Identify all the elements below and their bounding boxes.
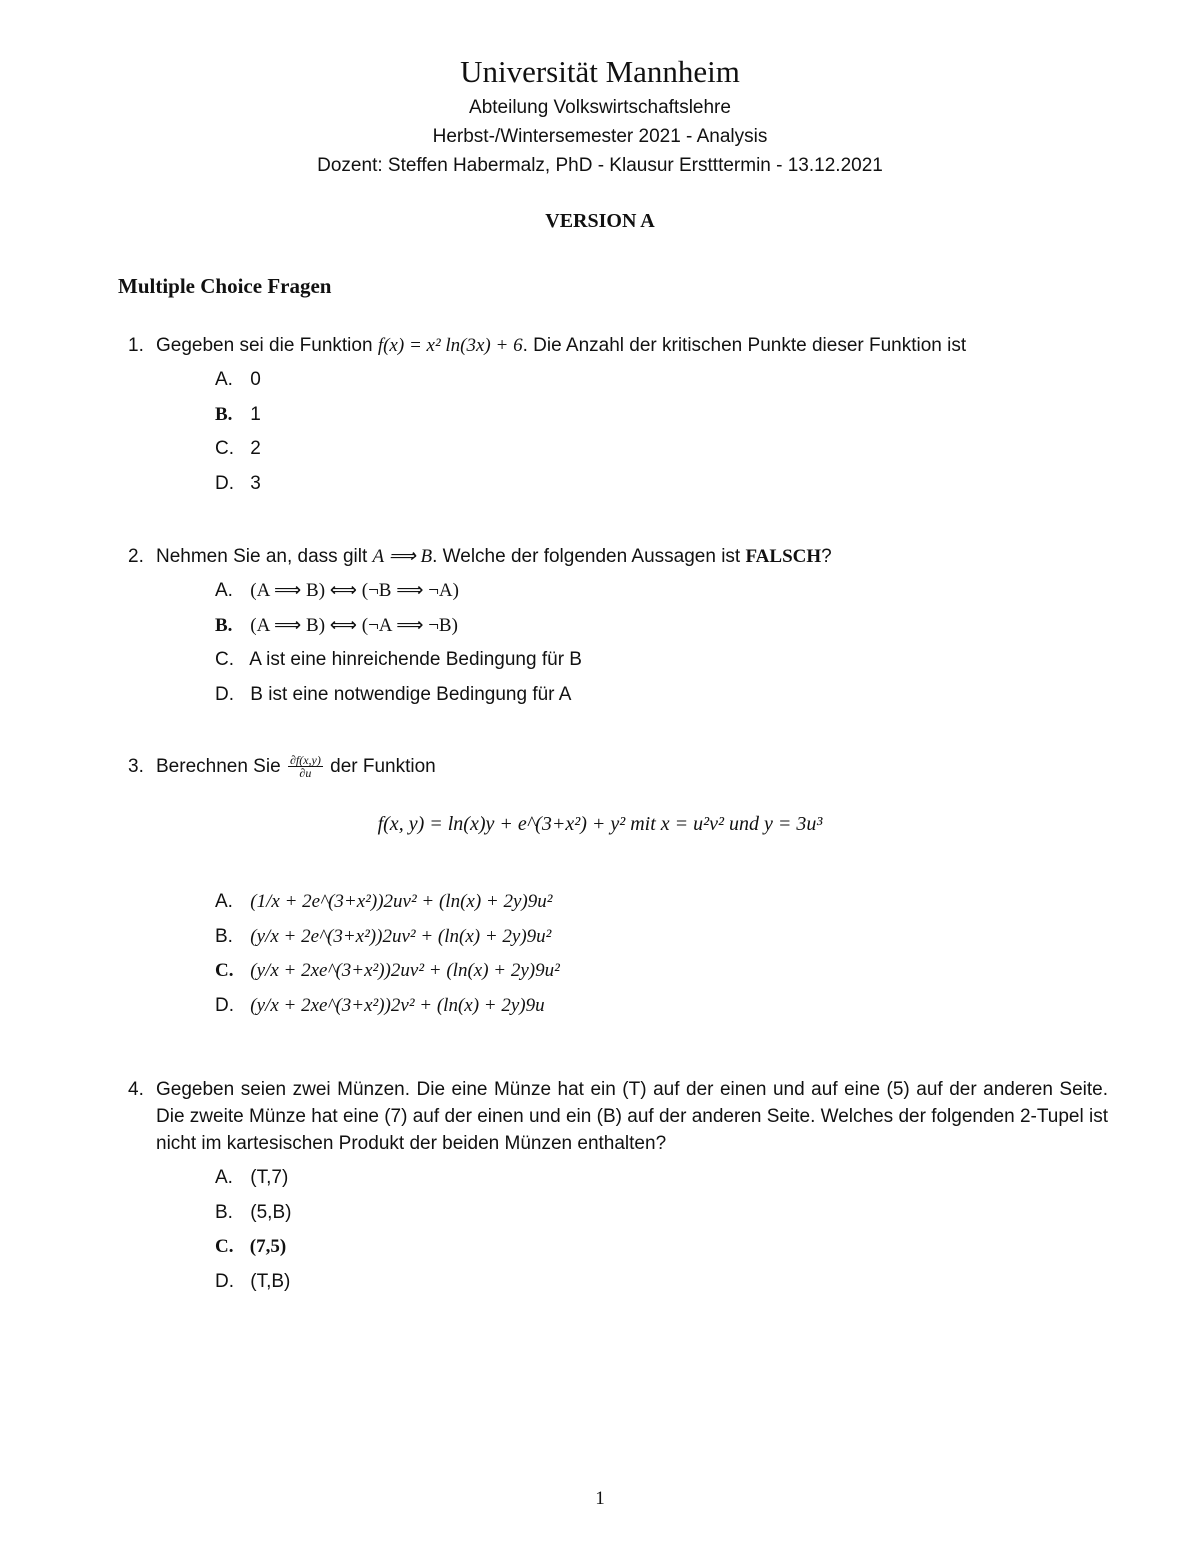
option-text: (T,7) (250, 1167, 289, 1188)
page-number: 1 (595, 1488, 605, 1509)
question-stem: Gegeben seien zwei Münzen. Die eine Münze hat ein (T) auf der einen und auf eine (5) auf der anderen Seite. Die zweite Münze hat eine (7) auf der einen und ein (B) auf der anderen Seite. Welches der folgenden 2-Tupel ist nicht im kartesischen Produkt der beiden Münzen enthalten? (156, 1079, 1108, 1154)
options-q1 (215, 366, 261, 504)
stem-math: f(x) = x² ln(3x) + 6 (377, 335, 523, 356)
question-1 (128, 332, 1108, 359)
question-2 (128, 543, 1108, 570)
question-number: 4. (128, 1079, 144, 1100)
option-d (215, 470, 261, 505)
option-text: (A ⟹ B) ⟺ (¬B ⟹ ¬A) (250, 580, 459, 601)
stem-suffix: der Funktion (330, 756, 436, 777)
stem-math: A ⟹ B (372, 546, 433, 567)
stem-mid: . Welche der folgenden Aussagen ist (432, 546, 741, 567)
section-title: Multiple Choice Fragen (118, 274, 332, 298)
question-number: 3. (128, 756, 144, 777)
option-label: B. (215, 614, 233, 636)
options-q3 (215, 888, 560, 1026)
option-text: (y/x + 2e^(3+x²))2uv² + (ln(x) + 2y)9u² (250, 925, 552, 947)
display-equation: f(x, y) = ln(x)y + e^(3+x²) + y² mit x = u²v² und y = 3u³ (377, 813, 823, 835)
stem-emphasis: FALSCH (745, 546, 822, 567)
option-text: 0 (250, 369, 261, 390)
option-text: (T,B) (250, 1270, 291, 1292)
option-a (215, 888, 560, 923)
option-d (215, 681, 582, 716)
option-text: 2 (250, 438, 261, 459)
option-d (215, 1268, 291, 1303)
option-label: A. (215, 369, 233, 390)
option-a (215, 1164, 291, 1199)
version-label: VERSION A (545, 210, 655, 232)
question-stem (156, 753, 1108, 780)
question-4 (128, 1076, 1108, 1157)
question-stem (156, 332, 1108, 359)
option-label: A. (215, 891, 233, 912)
option-b (215, 401, 261, 436)
option-c (215, 646, 582, 681)
option-c (215, 435, 261, 470)
option-a (215, 366, 261, 401)
stem-suffix: . Die Anzahl der kritischen Punkte dieser Funktion ist (522, 335, 967, 356)
option-c (215, 1233, 291, 1268)
option-label: A. (215, 1167, 233, 1188)
option-text: (y/x + 2xe^(3+x²))2v² + (ln(x) + 2y)9u (250, 994, 545, 1016)
stem-suffix: ? (821, 546, 832, 567)
option-c (215, 957, 560, 992)
fraction-denominator: ∂u (299, 766, 312, 781)
question-stem (156, 543, 1108, 570)
department-line: Abteilung Volkswirtschaftslehre (469, 97, 731, 118)
fraction-numerator: ∂f(x,y) (289, 753, 321, 768)
options-q4 (215, 1164, 291, 1302)
option-label: D. (215, 472, 234, 494)
stem-prefix: Berechnen Sie (156, 756, 281, 777)
term-line: Herbst-/Wintersemester 2021 - Analysis (432, 126, 768, 147)
document-header (0, 52, 1200, 179)
option-b (215, 612, 582, 647)
option-label: C. (215, 649, 234, 670)
option-text: 1 (250, 403, 261, 425)
option-d (215, 992, 560, 1027)
option-label: B. (215, 1201, 233, 1223)
lecturer-line: Dozent: Steffen Habermalz, PhD - Klausur Erstttermin - 13.12.2021 (317, 155, 883, 176)
option-text: (y/x + 2xe^(3+x²))2uv² + (ln(x) + 2y)9u² (250, 960, 560, 981)
option-label: C. (215, 1236, 234, 1257)
question-number: 2. (128, 546, 144, 567)
option-text: (A ⟹ B) ⟺ (¬A ⟹ ¬B) (250, 614, 458, 636)
options-q2 (215, 577, 582, 715)
option-text: (5,B) (250, 1201, 292, 1223)
option-label: D. (215, 994, 234, 1016)
stem-prefix: Gegeben sei die Funktion (156, 335, 373, 356)
partial-derivative-fraction (288, 754, 323, 779)
option-label: B. (215, 925, 233, 947)
option-b (215, 1199, 291, 1234)
option-label: A. (215, 580, 233, 601)
option-a (215, 577, 582, 612)
option-label: D. (215, 683, 234, 705)
question-3 (128, 753, 1108, 780)
option-text: (7,5) (249, 1236, 287, 1257)
question-number: 1. (128, 335, 144, 356)
option-text: B ist eine notwendige Bedingung für A (250, 683, 572, 705)
stem-prefix: Nehmen Sie an, dass gilt (156, 546, 368, 567)
option-text: (1/x + 2e^(3+x²))2uv² + (ln(x) + 2y)9u² (250, 891, 553, 912)
option-text: A ist eine hinreichende Bedingung für B (249, 649, 582, 670)
option-label: C. (215, 438, 234, 459)
option-text: 3 (250, 472, 261, 494)
university-title: Universität Mannheim (460, 54, 740, 89)
option-label: D. (215, 1270, 234, 1292)
option-label: C. (215, 960, 234, 981)
option-label: B. (215, 403, 233, 425)
option-b (215, 923, 560, 958)
